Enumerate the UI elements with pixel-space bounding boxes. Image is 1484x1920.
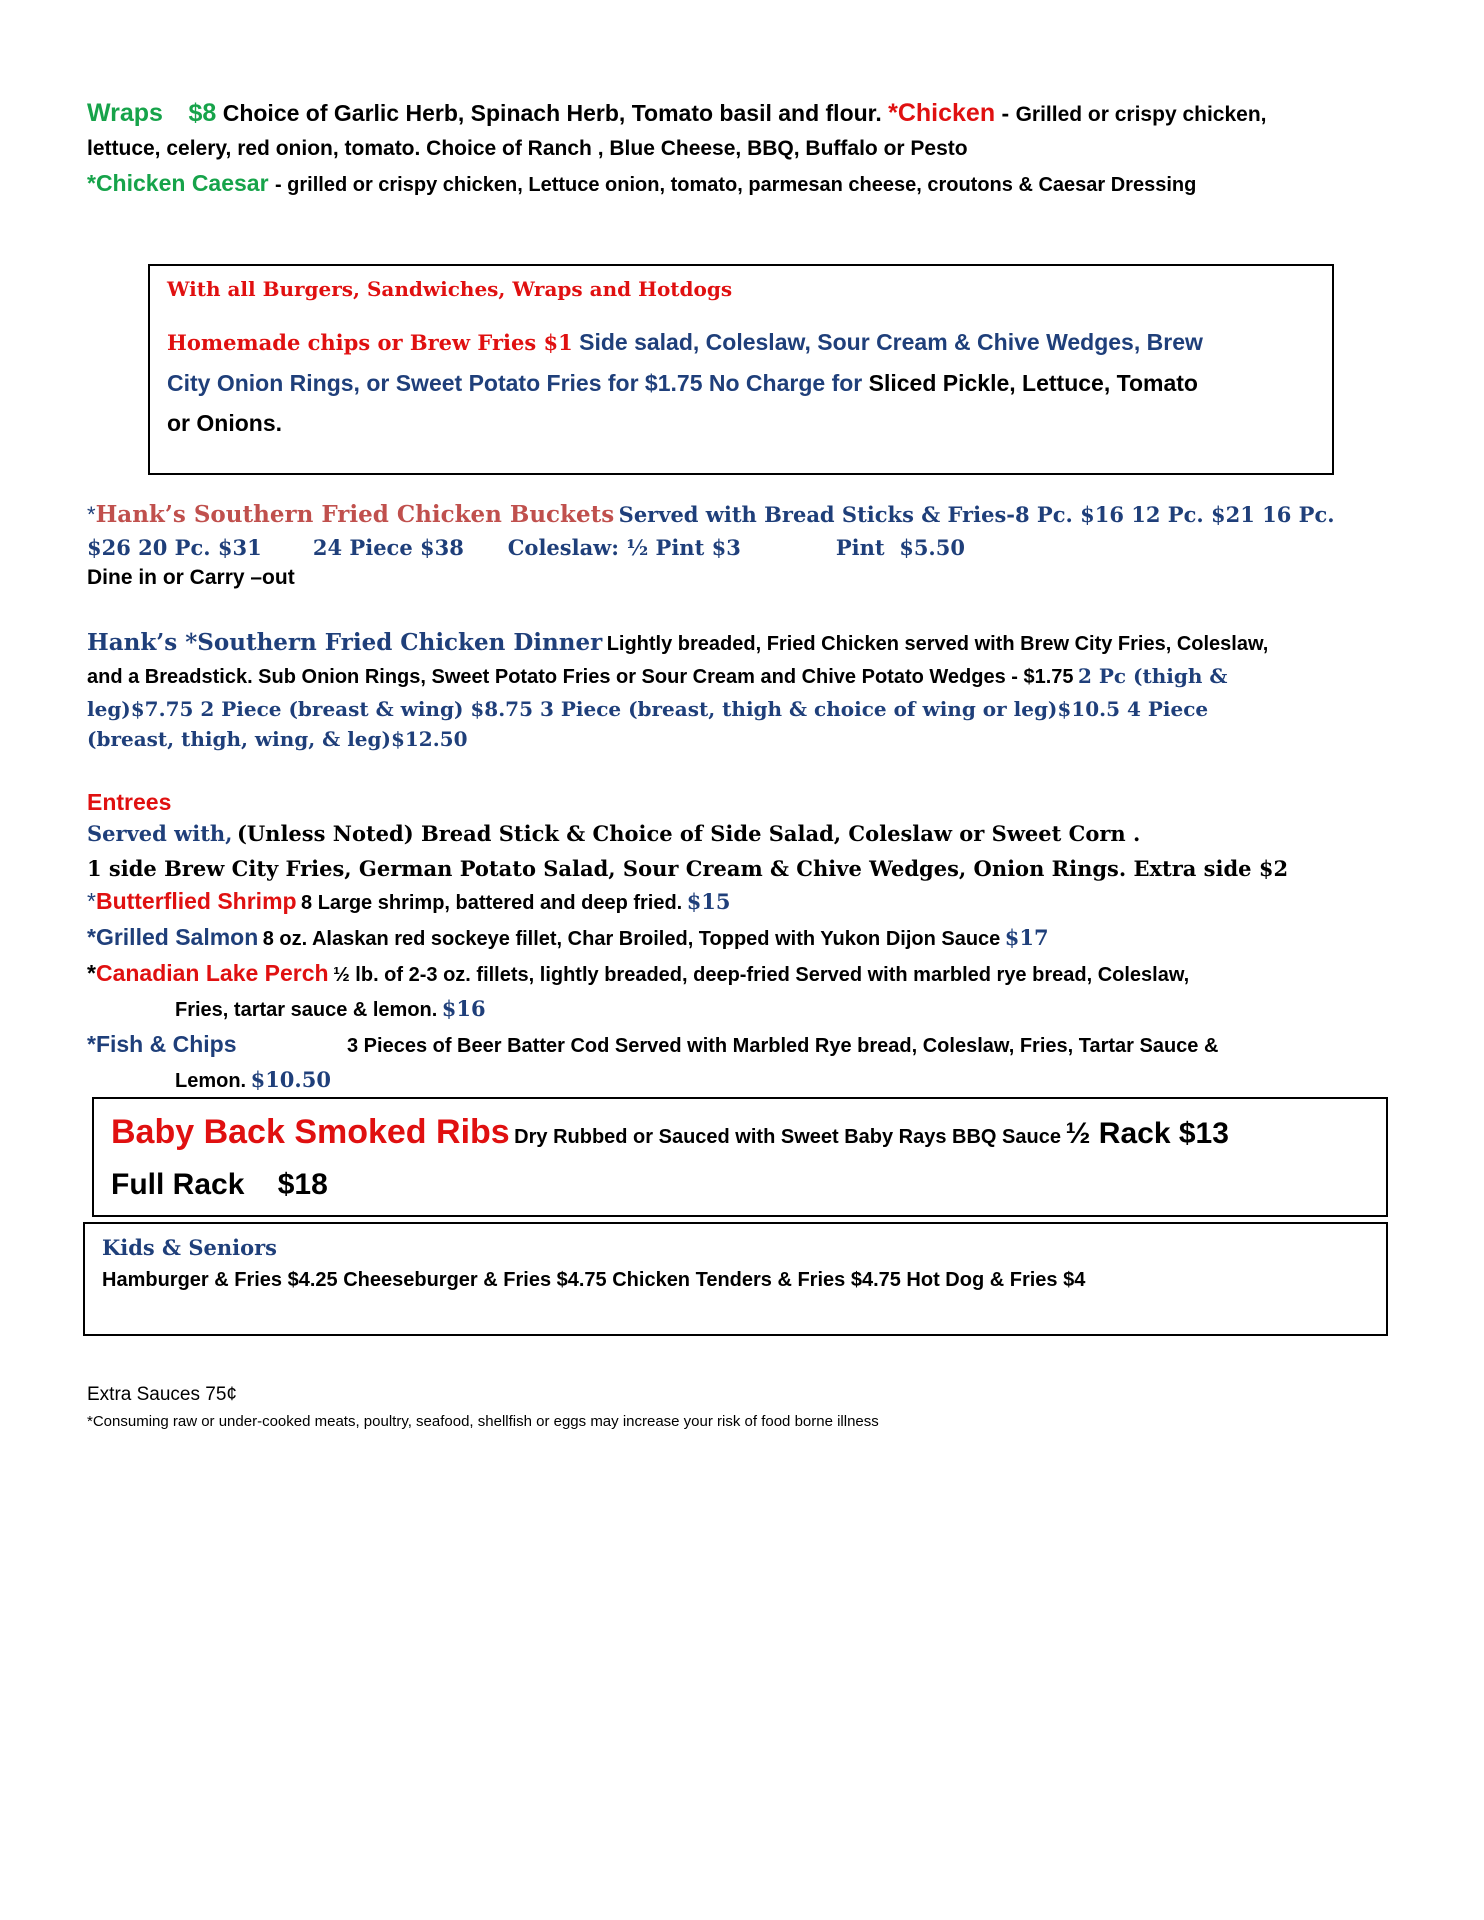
- caesar-wrap-desc: - grilled or crispy chicken, Lettuce onion, tomato, parmesan cheese, croutons & Caesar Dressing: [274, 174, 1197, 196]
- buckets-section: [87, 500, 1407, 593]
- sides-box: [148, 264, 1334, 475]
- chicken-wrap-desc: Grilled or crispy chicken,: [1015, 103, 1267, 126]
- perch-desc-2: Fries, tartar sauce & lemon.: [175, 999, 438, 1021]
- dinner-desc-2: and a Breadstick. Sub Onion Rings, Sweet Potato Fries or Sour Cream and Chive Potato Wedges - $1.75: [87, 666, 1074, 688]
- fish-desc-2: Lemon.: [175, 1070, 247, 1092]
- kids-items: Hamburger & Fries $4.25 Cheeseburger & Fries $4.75 Chicken Tenders & Fries $4.75 Hot Dog & Fries $4: [102, 1269, 1086, 1291]
- dinner-price-2a: 2 Pc (thigh &: [1077, 664, 1228, 688]
- buckets-line-2: $26 20 Pc. $31 24 Piece $38 Coleslaw: ½ Pint $3 Pint $5.50: [87, 535, 965, 560]
- ribs-title: Baby Back Smoked Ribs: [111, 1113, 510, 1151]
- sides-free-2: or Onions.: [167, 410, 282, 436]
- buckets-line-1: Served with Bread Sticks & Fries-8 Pc. $16 12 Pc. $21 16 Pc.: [618, 502, 1335, 527]
- kids-heading: Kids & Seniors: [102, 1235, 277, 1260]
- buckets-dine: Dine in or Carry –out: [87, 566, 295, 589]
- sides-chips: Homemade chips or Brew Fries $1: [167, 330, 573, 355]
- sides-list: Side salad, Coleslaw, Sour Cream & Chive Wedges, Brew: [579, 329, 1203, 355]
- ribs-desc: Dry Rubbed or Sauced with Sweet Baby Rays BBQ Sauce: [514, 1126, 1061, 1148]
- fish-price: $10.50: [250, 1067, 331, 1092]
- fish-desc-1: 3 Pieces of Beer Batter Cod Served with Marbled Rye bread, Coleslaw, Fries, Tartar Sauce &: [347, 1035, 1219, 1057]
- shrimp-desc: 8 Large shrimp, battered and deep fried.: [301, 892, 683, 914]
- sides-list-2: City Onion Rings, or Sweet Potato Fries for $1.75 No Charge for: [167, 370, 863, 396]
- dinner-price-line-2: leg)$7.75 2 Piece (breast & wing) $8.75 3 Piece (breast, thigh & choice of wing or leg)$10.5 4 Piece: [87, 697, 1209, 721]
- shrimp-price: $15: [686, 889, 731, 914]
- wraps-price: $8: [188, 99, 217, 127]
- ribs-full: Full Rack $18: [111, 1168, 328, 1201]
- entrees-heading: Entrees: [87, 789, 172, 815]
- consumer-warning: *Consuming raw or under-cooked meats, poultry, seafood, shellfish or eggs may increase your risk of food borne illness: [87, 1413, 879, 1430]
- perch-title: Canadian Lake Perch: [95, 960, 329, 986]
- buckets-title: Hank’s Southern Fried Chicken Buckets: [95, 501, 615, 528]
- shrimp-title: Butterflied Shrimp: [95, 888, 297, 914]
- dinner-title: Hank’s *Southern Fried Chicken Dinner: [87, 629, 603, 656]
- entrees-side-line: 1 side Brew City Fries, German Potato Salad, Sour Cream & Chive Wedges, Onion Rings. Extra side $2: [87, 856, 1289, 881]
- perch-star: *: [87, 960, 96, 986]
- kids-box: [83, 1222, 1388, 1336]
- salmon-title: *Grilled Salmon: [87, 924, 259, 950]
- extra-sauces: Extra Sauces 75¢: [87, 1384, 237, 1405]
- entrees-served-with: Served with,: [87, 821, 233, 846]
- perch-desc-1: ½ lb. of 2-3 oz. fillets, lightly breaded, deep-fried Served with marbled rye bread, Coleslaw,: [333, 964, 1190, 986]
- sides-free: Sliced Pickle, Lettuce, Tomato: [868, 370, 1198, 396]
- entrees-served-rest: (Unless Noted) Bread Stick & Choice of Side Salad, Coleslaw or Sweet Corn .: [236, 821, 1141, 846]
- footer: [87, 1380, 1407, 1434]
- perch-price: $16: [441, 996, 486, 1021]
- dinner-desc-1: Lightly breaded, Fried Chicken served with Brew City Fries, Coleslaw,: [606, 633, 1269, 655]
- salmon-desc: 8 oz. Alaskan red sockeye fillet, Char Broiled, Topped with Yukon Dijon Sauce: [262, 928, 1001, 950]
- wraps-section: [87, 96, 1407, 202]
- sides-heading: With all Burgers, Sandwiches, Wraps and Hotdogs: [167, 277, 733, 301]
- wraps-title: Wraps: [87, 99, 163, 127]
- ribs-box: [92, 1097, 1388, 1217]
- buckets-star: *: [87, 502, 96, 527]
- salmon-price: $17: [1004, 925, 1049, 950]
- chicken-wrap-dash: -: [1001, 100, 1010, 126]
- fish-title: *Fish & Chips: [87, 1031, 237, 1057]
- dinner-section: [87, 628, 1407, 754]
- wraps-desc: Choice of Garlic Herb, Spinach Herb, Tomato basil and flour.: [222, 100, 882, 126]
- chicken-wrap-desc-2: lettuce, celery, red onion, tomato. Choice of Ranch , Blue Cheese, BBQ, Buffalo or Pesto: [87, 137, 968, 160]
- caesar-wrap-title: *Chicken Caesar: [87, 170, 269, 196]
- entrees-section: [87, 786, 1407, 1099]
- shrimp-star: *: [87, 888, 96, 914]
- dinner-price-line-3: (breast, thigh, wing, & leg)$12.50: [87, 727, 468, 751]
- ribs-half: ½ Rack $13: [1065, 1117, 1229, 1150]
- chicken-wrap-title: *Chicken: [888, 99, 996, 127]
